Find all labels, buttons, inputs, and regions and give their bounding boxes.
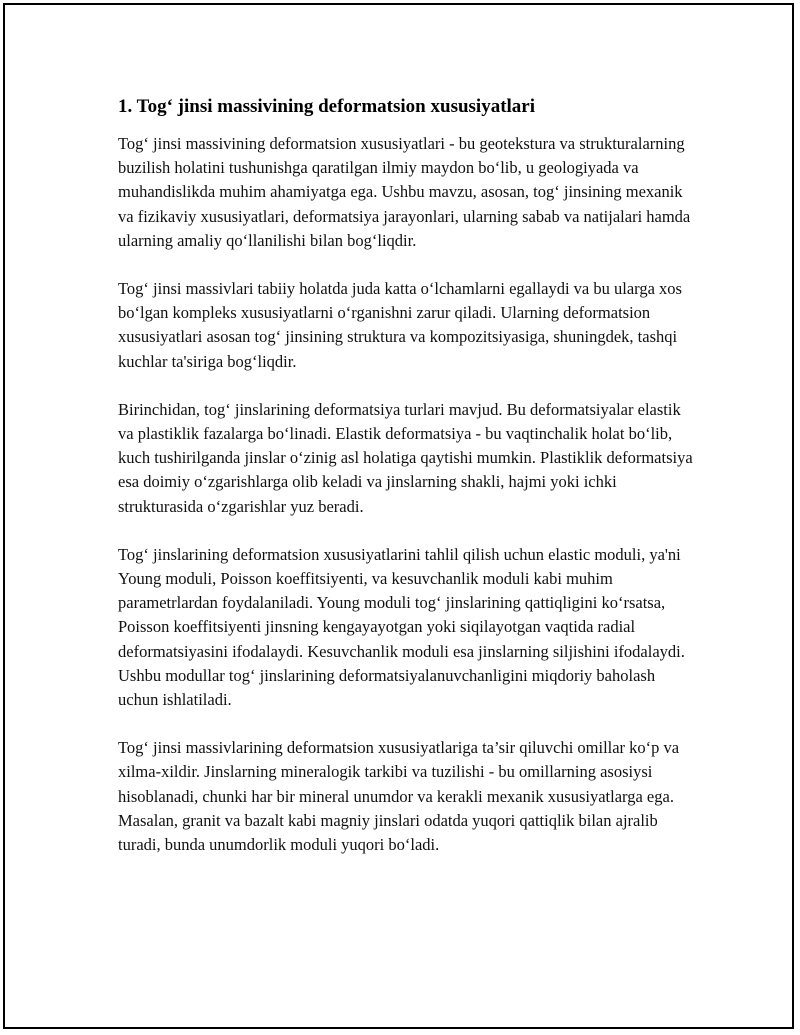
paragraph-5: Tog‘ jinsi massivlarining deformatsion xususiyatlariga ta’sir qiluvchi omillar ko‘p va xilma-xildir. Jinslarning mineralogik tarkibi va tuzilishi - bu omillarning asosiysi hisoblanadi, chunki har bir mineral unumdor va kerakli mexanik xususiyatlarga ega. Masalan, granit va bazalt kabi magniy jinslari odatda yuqori qattiqlik bilan ajralib turadi, bunda unumdorlik moduli yuqori bo‘ladi.: [118, 738, 680, 855]
paragraph-1: Tog‘ jinsi massivining deformatsion xususiyatlari - bu geotekstura va strukturalarning buzilish holatini tushunishga qaratilgan ilmiy maydon bo‘lib, u geologiyada va muhandislikda muhim ahamiyatga ega. Ushbu mavzu, asosan, tog‘ jinsining mexanik va fizikaviy xususiyatlari, deformatsiya jarayonlari, ularning sabab va natijalari hamda ularning amaliy qo‘llanilishi bilan bog‘liqdir.: [118, 134, 691, 250]
paragraph-2: Tog‘ jinsi massivlari tabiiy holatda juda katta o‘lchamlarni egallaydi va bu ularga xos bo‘lgan kompleks xususiyatlarni o‘rganishni zarur qiladi. Ularning deformatsion xususiyatlari asosan tog‘ jinsining struktura va kompozitsiyasiga, shuningdek, tashqi kuchlar ta'siriga bog‘liqdir.: [118, 279, 682, 371]
paragraph-3: Birinchidan, tog‘ jinslarining deformatsiya turlari mavjud. Bu deformatsiyalar elastik va plastiklik fazalarga bo‘linadi. Elastik deformatsiya - bu vaqtinchalik holat bo‘lib, kuch tushirilganda jinslar o‘zinig asl holatiga qaytishi mumkin. Plastiklik deformatsiya esa doimiy o‘zgarishlarga olib keladi va jinslarning shakli, hajmi yoki ichki strukturasida o‘zgarishlar yuz beradi.: [118, 399, 693, 516]
section-heading: 1. Tog‘ jinsi massivining deformatsion xususiyatlari: [118, 96, 536, 117]
document-body: [118, 94, 698, 881]
paragraph-4: Tog‘ jinslarining deformatsion xususiyatlarini tahlil qilish uchun elastic moduli, ya'ni Young moduli, Poisson koeffitsiyenti, va kesuvchanlik moduli kabi muhim parametrlardan foydalaniladi. Young moduli tog‘ jinslarining qattiqligini ko‘rsatsa, Poisson koeffitsiyenti jinsning kengayayotgan yoki siqilayotgan vaqtida radial deformatsiyasini ifodalaydi. Kesuvchanlik moduli esa jinslarning siljishini ifodalaydi. Ushbu modullar tog‘ jinslarining deformatsiyalanuvchanligini miqdoriy baholash uchun ishlatiladi.: [118, 544, 685, 710]
